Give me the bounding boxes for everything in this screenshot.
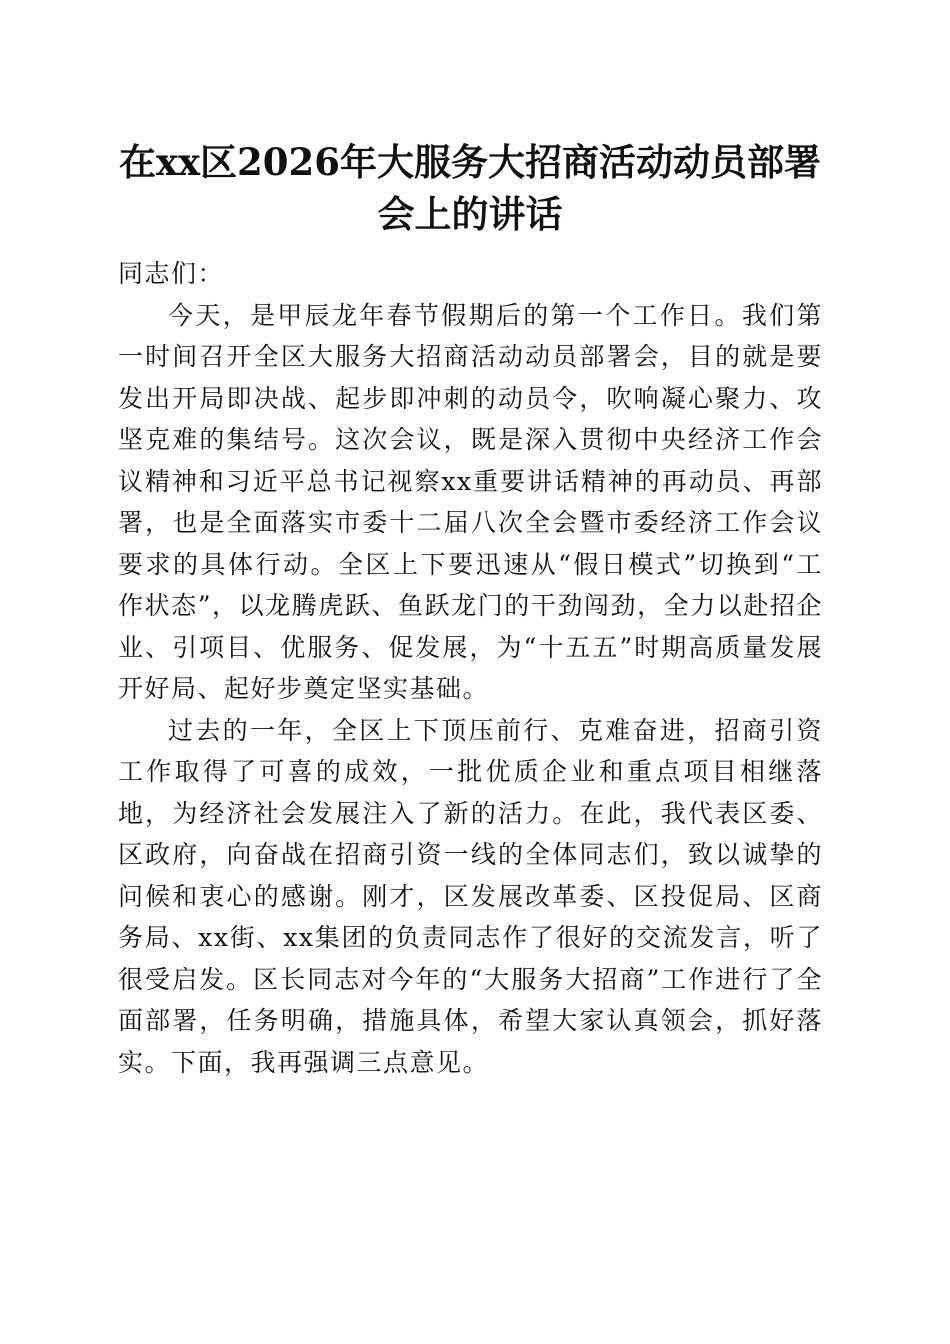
- paragraph-1: 今天，是甲辰龙年春节假期后的第一个工作日。我们第一时间召开全区大服务大招商活动动员部署会，目的就是要发出开局即决战、起步即冲刺的动员令，吹响凝心聚力、攻坚克难的集结号。这次会议，既是深入贯彻中央经济工作会议精神和习近平总书记视察xx重要讲话精神的再动员、再部署，也是全面落实市委十二届八次全会暨市委经济工作会议要求的具体行动。全区上下要迅速从“假日模式”切换到“工作状态”，以龙腾虎跃、鱼跃龙门的干劲闯劲，全力以赴招企业、引项目、优服务、促发展，为“十五五”时期高质量发展开好局、起好步奠定坚实基础。: [118, 300, 823, 703]
- document-title: 在xx区2026年大服务大招商活动动员部署会上的讲话: [118, 140, 822, 236]
- document-body: [118, 253, 823, 1083]
- salutation: 同志们：: [118, 259, 225, 288]
- paragraph-2: 过去的一年，全区上下顶压前行、克难奋进，招商引资工作取得了可喜的成效，一批优质企业和重点项目相继落地，为经济社会发展注入了新的活力。在此，我代表区委、区政府，向奋战在招商引资一线的全体同志们，致以诚挚的问候和衷心的感谢。刚才，区发展改革委、区投促局、区商务局、xx街、xx集团的负责同志作了很好的交流发言，听了很受启发。区长同志对今年的“大服务大招商”工作进行了全面部署，任务明确，措施具体，希望大家认真领会，抓好落实。下面，我再强调三点意见。: [118, 715, 823, 1077]
